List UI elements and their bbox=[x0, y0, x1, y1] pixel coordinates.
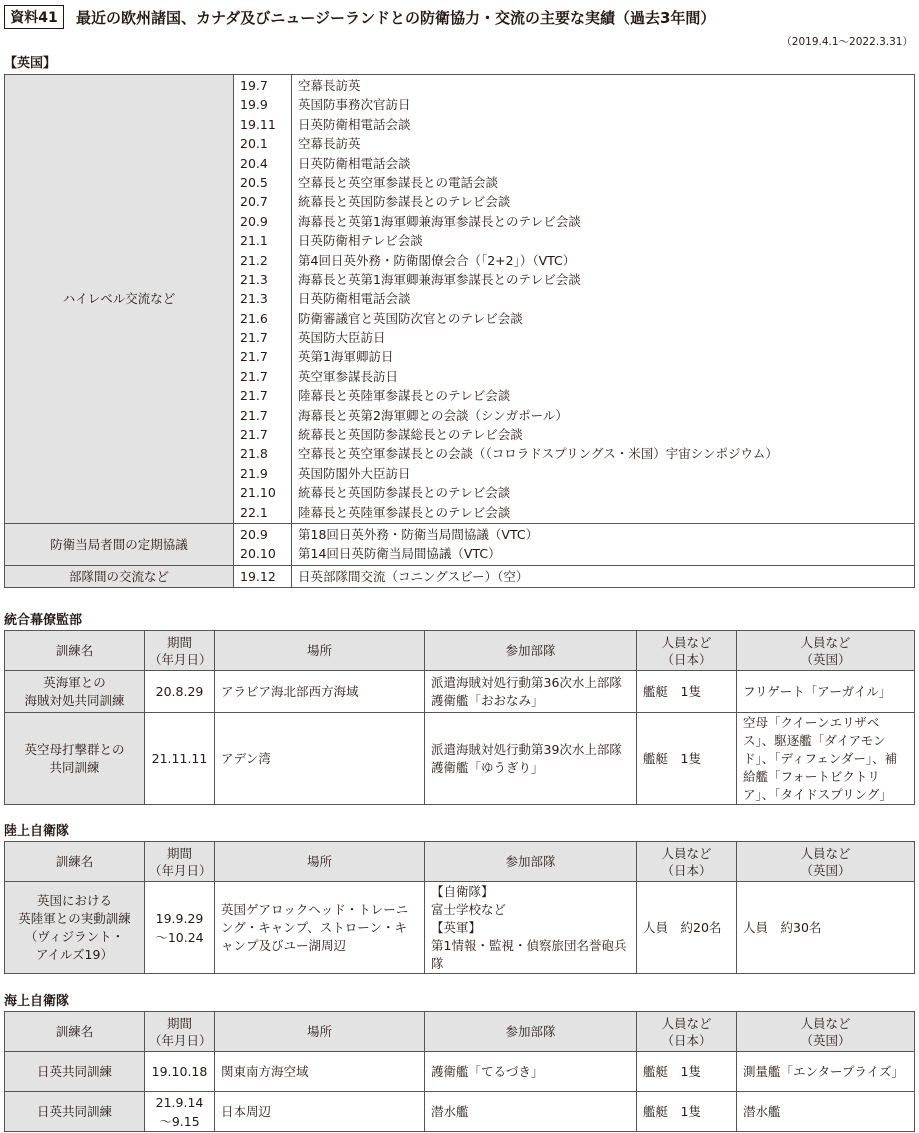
personnel-uk: 測量艦「エンタープライズ」 bbox=[737, 1052, 915, 1092]
list-item: 第4回日英外務・防衛閣僚会合（「2+2」）（VTC） bbox=[298, 252, 576, 268]
uk-exchange-table bbox=[4, 74, 915, 588]
list-item: 21.9 bbox=[240, 465, 268, 481]
regular-talks-dates bbox=[234, 523, 292, 565]
msdf-heading: 海上自衛隊 bbox=[4, 994, 70, 1009]
table-header-row bbox=[5, 1012, 915, 1052]
column-header-personnel-jp: 人員など （日本） bbox=[637, 842, 737, 882]
column-header-personnel-uk: 人員など （英国） bbox=[737, 631, 915, 671]
training-place: アラビア海北部西方海域 bbox=[215, 671, 425, 713]
table-row bbox=[5, 671, 915, 713]
list-item: 20.9 bbox=[240, 526, 268, 542]
table-row bbox=[5, 75, 915, 524]
table-header-row bbox=[5, 842, 915, 882]
participating-units: 護衛艦「てるづき」 bbox=[425, 1052, 637, 1092]
list-item: 20.1 bbox=[240, 136, 268, 152]
personnel-uk: 潜水艦 bbox=[737, 1092, 915, 1132]
column-header-personnel-uk: 人員など （英国） bbox=[737, 1012, 915, 1052]
list-item: 21.7 bbox=[240, 407, 268, 423]
list-item: 防衛審議官と英国防次官とのテレビ会談 bbox=[298, 310, 523, 326]
list-item: 19.9 bbox=[240, 97, 268, 113]
personnel-japan: 艦艇 1隻 bbox=[637, 1092, 737, 1132]
training-place: 日本周辺 bbox=[215, 1092, 425, 1132]
training-name: 英国における 英陸軍との実動訓練 （ヴィジラント・ アイルズ19） bbox=[5, 882, 145, 974]
regular-talks-events bbox=[292, 523, 915, 565]
participating-units: 派遣海賊対処行動第36次水上部隊 護衛艦「おおなみ」 bbox=[425, 671, 637, 713]
column-header-name: 訓練名 bbox=[5, 631, 145, 671]
list-item: 統幕長と英国防参謀総長とのテレビ会談 bbox=[298, 427, 523, 443]
list-item: 19.11 bbox=[240, 116, 276, 132]
list-item: 統幕長と英国防参謀長とのテレビ会談 bbox=[298, 194, 511, 210]
list-item: 20.4 bbox=[240, 155, 268, 171]
personnel-uk: フリゲート「アーガイル」 bbox=[737, 671, 915, 713]
list-item: 海幕長と英第1海軍卿兼海軍参謀長とのテレビ会談 bbox=[298, 213, 581, 229]
list-item: 21.7 bbox=[240, 388, 268, 404]
training-period: 19.9.29 ～10.24 bbox=[145, 882, 215, 974]
list-item: 20.7 bbox=[240, 194, 268, 210]
column-header-units: 参加部隊 bbox=[425, 842, 637, 882]
list-item: 空幕長訪英 bbox=[298, 136, 361, 152]
gsdf-heading: 陸上自衛隊 bbox=[4, 824, 70, 839]
document-label: 資料41 bbox=[4, 5, 64, 29]
list-item: 空幕長と英空軍参謀長との電話会談 bbox=[298, 174, 499, 190]
column-header-name: 訓練名 bbox=[5, 1012, 145, 1052]
list-item: 日英防衛相テレビ会談 bbox=[298, 233, 423, 249]
table-row bbox=[5, 1052, 915, 1092]
table-row bbox=[5, 523, 915, 565]
list-item: 統幕長と英国防参謀長とのテレビ会談 bbox=[298, 485, 511, 501]
column-header-personnel-jp: 人員など （日本） bbox=[637, 631, 737, 671]
unit-exchange-dates bbox=[234, 565, 292, 587]
list-item: 英国防事務次官訪日 bbox=[298, 97, 411, 113]
training-name: 日英共同訓練 bbox=[5, 1052, 145, 1092]
list-item: 20.5 bbox=[240, 174, 268, 190]
column-header-personnel-uk: 人員など （英国） bbox=[737, 842, 915, 882]
high-level-dates bbox=[234, 75, 292, 524]
list-item: 21.1 bbox=[240, 233, 268, 249]
gsdf-table bbox=[4, 841, 915, 974]
category-unit-exchange: 部隊間の交流など bbox=[5, 565, 234, 587]
document-header bbox=[4, 5, 916, 31]
training-name: 英海軍との 海賊対処共同訓練 bbox=[5, 671, 145, 713]
column-header-name: 訓練名 bbox=[5, 842, 145, 882]
unit-exchange-events bbox=[292, 565, 915, 587]
list-item: 22.1 bbox=[240, 504, 268, 520]
personnel-uk: 人員 約30名 bbox=[737, 882, 915, 974]
list-item: 英国防閣外大臣訪日 bbox=[298, 465, 411, 481]
list-item: 空幕長訪英 bbox=[298, 78, 361, 93]
list-item: 21.2 bbox=[240, 252, 268, 268]
list-item: 陸幕長と英陸軍参謀長とのテレビ会談 bbox=[298, 388, 511, 404]
training-period: 21.11.11 bbox=[145, 713, 215, 805]
list-item: 21.7 bbox=[240, 427, 268, 443]
list-item: 英空軍参謀長訪日 bbox=[298, 368, 399, 384]
list-item: 陸幕長と英陸軍参謀長とのテレビ会談 bbox=[298, 504, 511, 520]
training-place: アデン湾 bbox=[215, 713, 425, 805]
personnel-japan: 艦艇 1隻 bbox=[637, 713, 737, 805]
high-level-events bbox=[292, 75, 915, 524]
column-header-place: 場所 bbox=[215, 842, 425, 882]
column-header-units: 参加部隊 bbox=[425, 1012, 637, 1052]
training-place: 関東南方海空域 bbox=[215, 1052, 425, 1092]
list-item: 日英部隊間交流（コニングスビー）（空） bbox=[298, 568, 529, 584]
list-item: 英第1海軍卿訪日 bbox=[298, 349, 394, 365]
participating-units: 潜水艦 bbox=[425, 1092, 637, 1132]
joint-staff-table bbox=[4, 630, 915, 805]
list-item: 21.3 bbox=[240, 271, 268, 287]
column-header-units: 参加部隊 bbox=[425, 631, 637, 671]
column-header-place: 場所 bbox=[215, 1012, 425, 1052]
list-item: 21.8 bbox=[240, 446, 268, 462]
table-row bbox=[5, 882, 915, 974]
list-item: 日英防衛相電話会談 bbox=[298, 291, 411, 307]
msdf-table bbox=[4, 1011, 915, 1132]
category-regular-talks: 防衛当局者間の定期協議 bbox=[5, 523, 234, 565]
list-item: 日英防衛相電話会談 bbox=[298, 116, 411, 132]
list-item: 20.10 bbox=[240, 546, 276, 562]
list-item: 空幕長と英空軍参謀長との会談（（コロラドスプリングス・米国）宇宙シンポジウム） bbox=[298, 446, 778, 462]
uk-heading: 【英国】 bbox=[4, 56, 57, 71]
list-item: 21.10 bbox=[240, 485, 276, 501]
table-header-row bbox=[5, 631, 915, 671]
participating-units: 【自衛隊】 富士学校など 【英軍】 第1情報・監視・偵察旅団名誉砲兵隊 bbox=[425, 882, 637, 974]
category-high-level: ハイレベル交流など bbox=[5, 75, 234, 524]
list-item: 21.7 bbox=[240, 349, 268, 365]
column-header-place: 場所 bbox=[215, 631, 425, 671]
column-header-personnel-jp: 人員など （日本） bbox=[637, 1012, 737, 1052]
list-item: 19.7 bbox=[240, 78, 268, 93]
document-title: 最近の欧州諸国、カナダ及びニュージーランドとの防衛協力・交流の主要な実績（過去3年間） bbox=[76, 9, 716, 27]
personnel-uk: 空母「クイーンエリザベス」、駆逐艦「ダイアモンド」、「ディフェンダー」、補給艦「フォートビクトリア」、「タイドスプリング」 bbox=[737, 713, 915, 805]
list-item: 第18回日英外務・防衛当局間協議（VTC） bbox=[298, 526, 539, 542]
list-item: 21.3 bbox=[240, 291, 268, 307]
training-period: 20.8.29 bbox=[145, 671, 215, 713]
personnel-japan: 艦艇 1隻 bbox=[637, 671, 737, 713]
training-period: 19.10.18 bbox=[145, 1052, 215, 1092]
list-item: 19.12 bbox=[240, 568, 276, 584]
personnel-japan: 人員 約20名 bbox=[637, 882, 737, 974]
table-row bbox=[5, 565, 915, 587]
list-item: 日英防衛相電話会談 bbox=[298, 155, 411, 171]
participating-units: 派遣海賊対処行動第39次水上部隊 護衛艦「ゆうぎり」 bbox=[425, 713, 637, 805]
list-item: 21.7 bbox=[240, 330, 268, 346]
list-item: 21.7 bbox=[240, 368, 268, 384]
training-place: 英国ゲアロックヘッド・トレーニング・キャンプ、ストローン・キャンプ及びユー湖周辺 bbox=[215, 882, 425, 974]
document-period: （2019.4.1～2022.3.31） bbox=[781, 36, 913, 48]
column-header-period: 期間 （年月日） bbox=[145, 842, 215, 882]
column-header-period: 期間 （年月日） bbox=[145, 1012, 215, 1052]
list-item: 英国防大臣訪日 bbox=[298, 330, 386, 346]
training-name: 日英共同訓練 bbox=[5, 1092, 145, 1132]
column-header-period: 期間 （年月日） bbox=[145, 631, 215, 671]
list-item: 21.6 bbox=[240, 310, 268, 326]
table-row bbox=[5, 1092, 915, 1132]
list-item: 第14回日英防衛当局間協議（VTC） bbox=[298, 546, 501, 562]
list-item: 20.9 bbox=[240, 213, 268, 229]
table-row bbox=[5, 713, 915, 805]
list-item: 海幕長と英第2海軍卿との会談（シンガポール） bbox=[298, 407, 568, 423]
joint-staff-heading: 統合幕僚監部 bbox=[4, 613, 83, 628]
personnel-japan: 艦艇 1隻 bbox=[637, 1052, 737, 1092]
training-period: 21.9.14 ～9.15 bbox=[145, 1092, 215, 1132]
list-item: 海幕長と英第1海軍卿兼海軍参謀長とのテレビ会談 bbox=[298, 271, 581, 287]
training-name: 英空母打撃群との 共同訓練 bbox=[5, 713, 145, 805]
